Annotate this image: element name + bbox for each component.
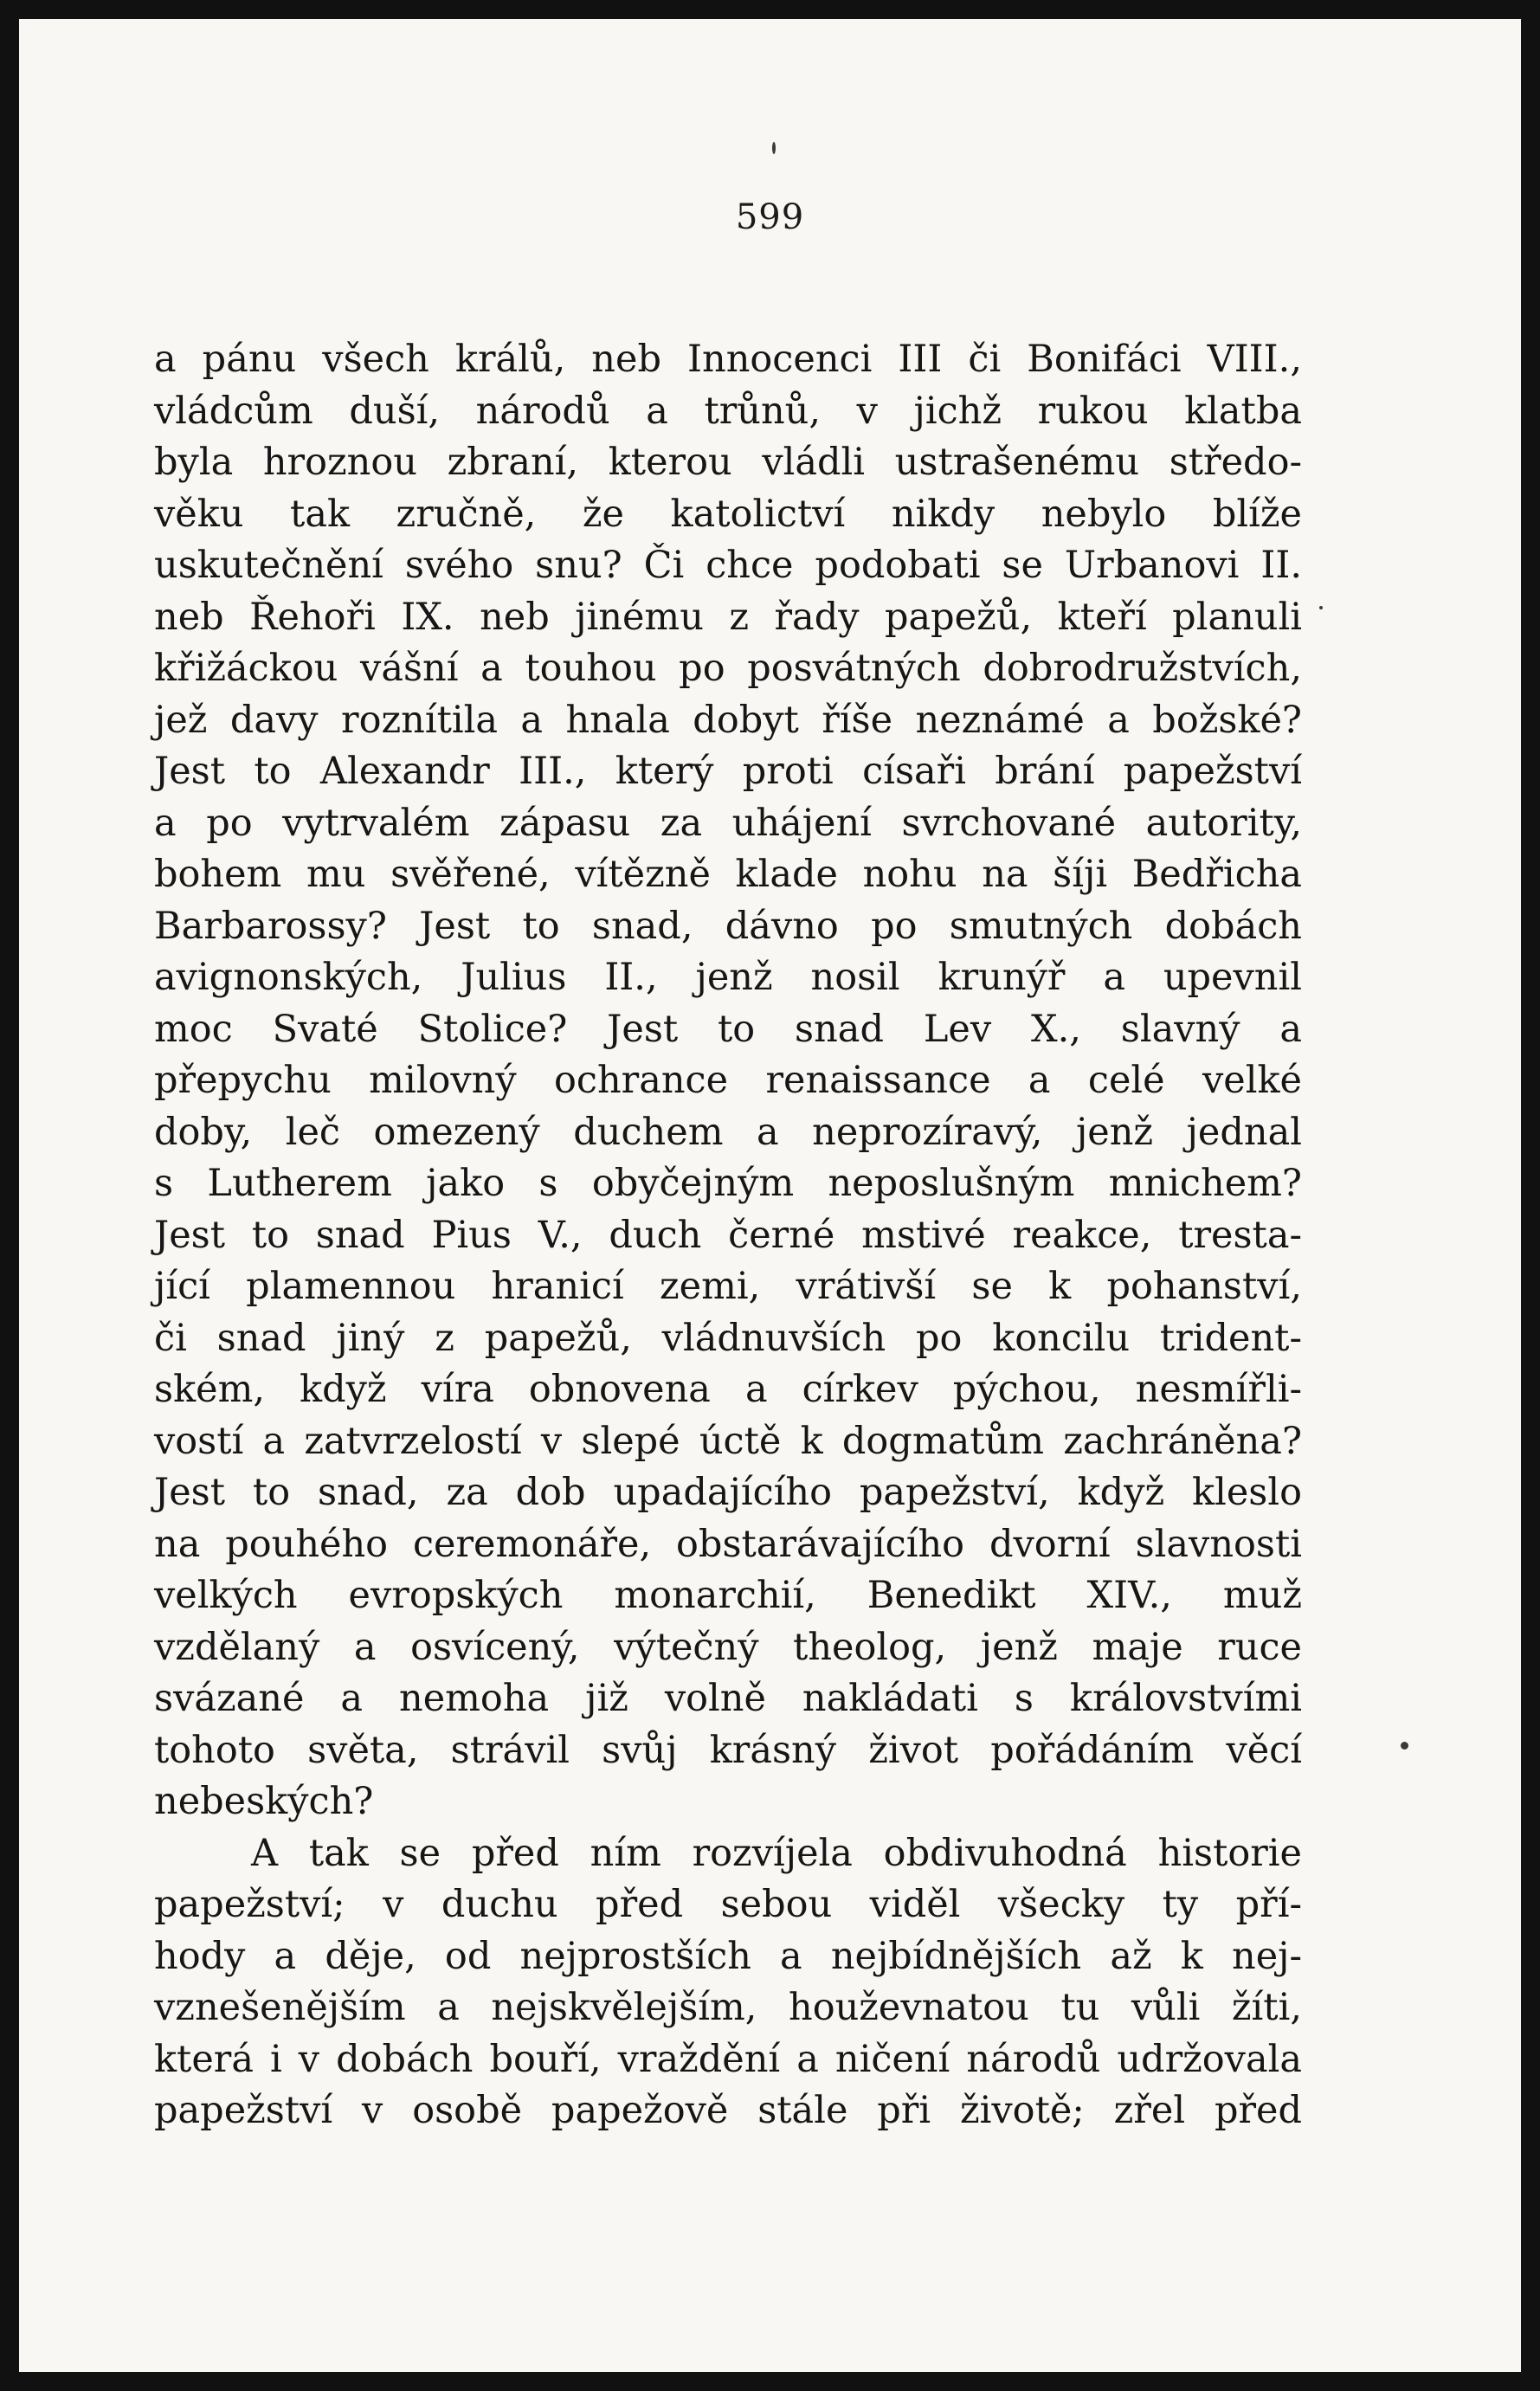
text-line: vládcům duší, národů a trůnů, v jichž rukou klatba: [154, 389, 1302, 433]
text-line: vzdělaný a osvícený, výtečný theolog, jenž maje ruce: [154, 1625, 1302, 1669]
text-line: svázané a nemoha již volně nakládati s královstvími: [154, 1677, 1302, 1720]
text-line: Jest to snad, za dob upadajícího papežství, když kleslo: [154, 1471, 1302, 1514]
book-page: [19, 19, 1521, 2372]
text-line: avignonských, Julius II., jenž nosil krunýř a upevnil: [154, 956, 1302, 999]
text-line: hody a děje, od nejprostších a nejbídnějších až k nej-: [154, 1934, 1302, 1978]
text-line: křižáckou vášní a touhou po posvátných dobrodružstvích,: [154, 647, 1302, 690]
text-line: s Lutherem jako s obyčejným neposlušným mnichem?: [154, 1162, 1302, 1205]
print-speck: [1401, 1742, 1408, 1750]
text-line: velkých evropských monarchií, Benedikt XIV., muž: [154, 1574, 1302, 1617]
text-line: tohoto světa, strávil svůj krásný život pořádáním věcí: [154, 1728, 1302, 1772]
paragraph-start-line: A tak se před ním rozvíjela obdivuhodná historie: [251, 1831, 1302, 1875]
text-line: byla hroznou zbraní, kterou vládli ustrašenému středo-: [154, 441, 1302, 484]
page-number: 599: [735, 197, 805, 237]
text-line: uskutečnění svého snu? Či chce podobati se Urbanovi II.: [154, 544, 1302, 587]
text-line: věku tak zručně, že katolictví nikdy nebylo blíže: [154, 492, 1302, 536]
text-line: doby, leč omezený duchem a neprozíravý, jenž jednal: [154, 1110, 1302, 1154]
body-text: [154, 334, 1302, 2137]
text-line: ském, když víra obnovena a církev pýchou, nesmířli-: [154, 1368, 1302, 1411]
text-line: papežství v osobě papežově stále při životě; zřel před: [154, 2089, 1302, 2132]
text-line: papežství; v duchu před sebou viděl všecky ty pří-: [154, 1883, 1302, 1926]
text-line: přepychu milovný ochrance renaissance a celé velké: [154, 1059, 1302, 1102]
text-line: vznešenějším a nejskvělejším, houževnatou tu vůli žíti,: [154, 1986, 1302, 2029]
text-line: jež davy roznítila a hnala dobyt říše neznámé a božské?: [154, 698, 1302, 742]
text-line: neb Řehoři IX. neb jinému z řady papežů, kteří planuli: [154, 595, 1302, 639]
text-line: vostí a zatvrzelostí v slepé úctě k dogmatům zachráněna?: [154, 1419, 1302, 1463]
text-line: moc Svaté Stolice? Jest to snad Lev X., slavný a: [154, 1007, 1302, 1051]
text-line: jící plamennou hranicí zemi, vrátivší se k pohanství,: [154, 1265, 1302, 1308]
paragraph-end-line: nebeských?: [154, 1780, 374, 1823]
text-line: Barbarossy? Jest to snad, dávno po smutných dobách: [154, 904, 1302, 948]
print-speck: [1319, 606, 1323, 609]
text-line: či snad jiný z papežů, vládnuvších po koncilu trident-: [154, 1316, 1302, 1360]
text-line: která i v dobách bouří, vraždění a ničení národů udržovala: [154, 2037, 1302, 2081]
text-line: Jest to Alexandr III., který proti císaři brání papežství: [154, 750, 1302, 793]
text-line: Jest to snad Pius V., duch černé mstivé reakce, tresta-: [154, 1213, 1302, 1257]
text-line: a po vytrvalém zápasu za uhájení svrchované autority,: [154, 801, 1302, 845]
text-line: na pouhého ceremonáře, obstarávajícího dvorní slavnosti: [154, 1522, 1302, 1566]
text-line: a pánu všech králů, neb Innocenci III či Bonifáci VIII.,: [154, 338, 1302, 381]
text-line: bohem mu svěřené, vítězně klade nohu na šíji Bedřicha: [154, 853, 1302, 896]
print-speck: [772, 142, 776, 154]
